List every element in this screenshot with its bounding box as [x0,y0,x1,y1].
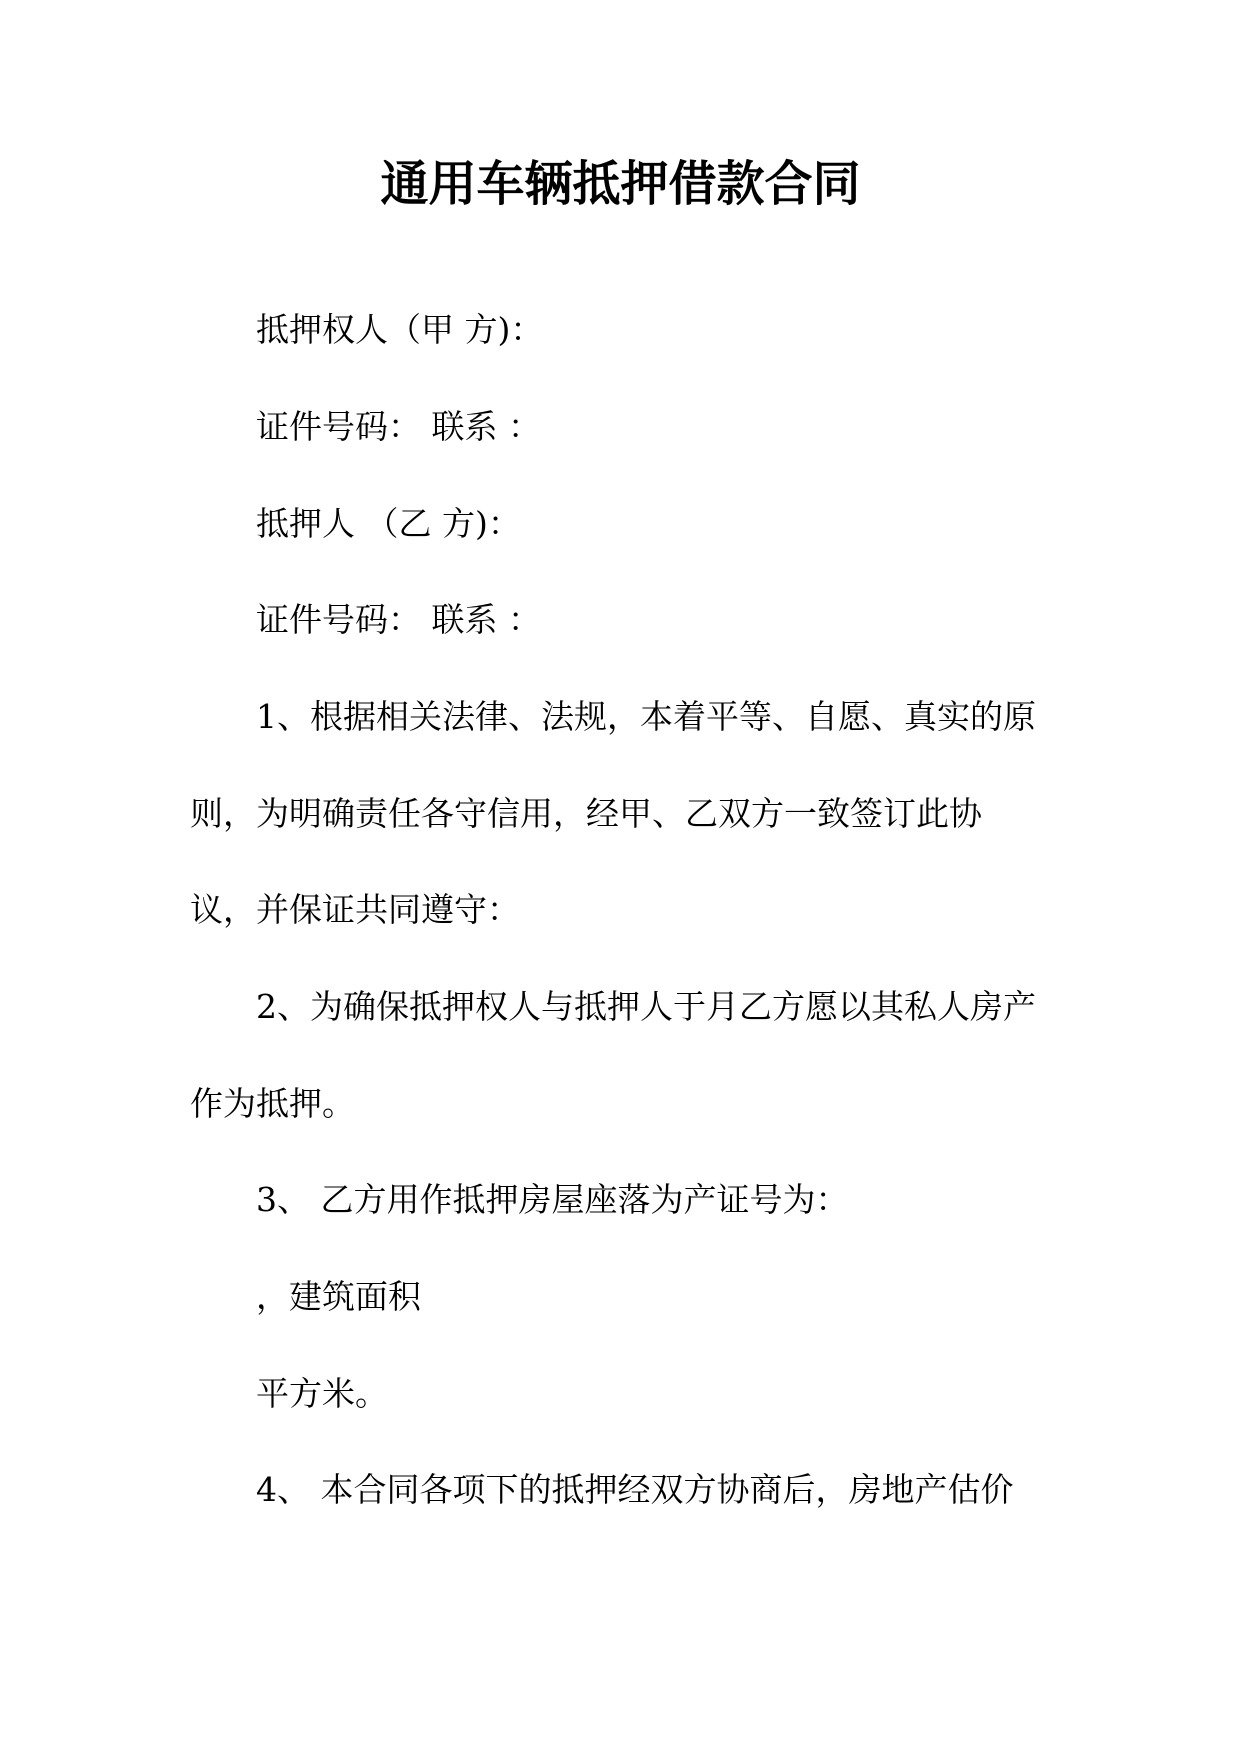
clause-2-line-2: 作为抵押。 [190,1084,355,1123]
party-b-line: 抵押人 （乙 方)： [256,504,521,543]
clause-1-line-2: 则，为明确责任各守信用，经甲、乙双方一致签订此协 [190,794,982,833]
clause-2-line-1: 2、为确保抵押权人与抵押人于月乙方愿以其私人房产 [256,987,1036,1026]
party-a-line: 抵押权人（甲 方)： [256,310,544,349]
clause-3-line-1: 3、 乙方用作抵押房屋座落为产证号为： [256,1180,849,1219]
document-title: 通用车辆抵押借款合同 [380,156,861,212]
clause-1-line-1: 1、根据相关法律、法规，本着平等、自愿、真实的原 [256,697,1036,736]
clause-3-line-2: ，建筑面积 [256,1277,421,1316]
clause-4-line-1: 4、 本合同各项下的抵押经双方协商后，房地产估价 [256,1470,1014,1509]
party-a-id-line: 证件号码： 联系 ： [256,407,541,446]
clause-1-line-3: 议，并保证共同遵守： [190,890,520,929]
party-b-id-line: 证件号码： 联系 ： [256,600,541,639]
clause-3-line-3: 平方米。 [256,1374,388,1413]
